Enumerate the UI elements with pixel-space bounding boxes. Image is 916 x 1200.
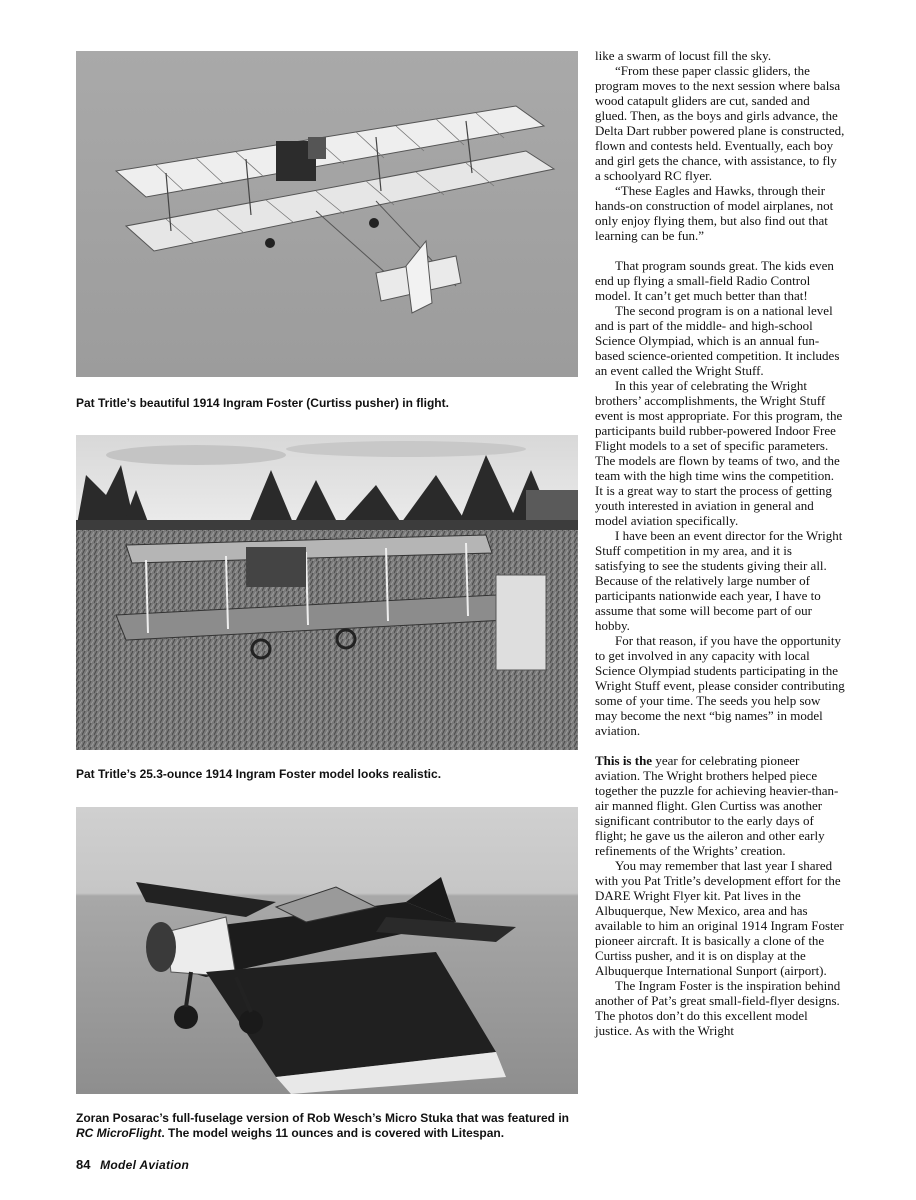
photo-biplane-on-grass <box>76 435 578 750</box>
photo-3-caption-magazine: RC MicroFlight <box>76 1126 162 1140</box>
article-paragraph: The second program is on a national level and is part of the middle- and high-school Science Olympiad, which is an annual fun-based science-oriented competition. It includes an event called the Wright Stuff. <box>595 303 840 378</box>
photo-3-caption-part-a: Zoran Posarac’s full-fuselage version of Rob Wesch’s Micro Stuka that was featured in <box>76 1111 570 1125</box>
article-paragraph: You may remember that last year I shared with you Pat Tritle’s development effort for the DARE Wright Flyer kit. Pat lives in the Albuquerque, New Mexico, area and has available to him an original 1914 Ingram Foster pioneer aircraft. It is basically a clone of the Curtiss pusher, and it is on display at the Albuquerque International Sunport (airport). <box>595 858 844 978</box>
article-paragraph: “These Eagles and Hawks, through their hands-on construction of model airplanes, not only enjoy flying them, but also find out that learning can be fun.” <box>595 183 834 243</box>
article-paragraph: In this year of celebrating the Wright brothers’ accomplishments, the Wright Stuff event is most appropriate. For this program, the participants build rubber-powered Indoor Free Flight models to a set of specific parameters. The models are flown by teams of two, and the team with the high time wins the competition. It is a great way to start the process of getting youth interested in aviation in general and model aviation specifically. <box>595 378 843 528</box>
photo-biplane-in-flight <box>76 51 578 377</box>
article-paragraph: “From these paper classic gliders, the program moves to the next session where balsa wood catapult gliders are cut, sanded and glued. Then, as the boys and girls advance, the Delta Dart rubber powered plane is constructed, flown and contests held. Eventually, each boy and girl gets the chance, with assistance, to fly a schoolyard RC flyer. <box>595 63 845 183</box>
section-lead-text: year for celebrating pioneer aviation. The Wright brothers helped piece together the puzzle for achieving heavier-than-air manned flight. Glen Curtiss was another significant contributor to the early days of flight; he gave us the aileron and other early refinements of the Wrights’ creation. <box>595 753 839 858</box>
section-lead-paragraph <box>595 753 845 858</box>
article-paragraph: like a swarm of locust fill the sky. <box>595 48 772 63</box>
article-paragraph: I have been an event director for the Wright Stuff competition in my area, and it is satisfying to see the students giving their all. Because of the relatively large number of participants nationwide each year, I have to assume that some will become part of our hobby. <box>595 528 843 633</box>
article-paragraph: That program sounds great. The kids even end up flying a small-field Radio Control model. It can’t get much better than that! <box>595 258 834 303</box>
photo-micro-stuka <box>76 807 578 1094</box>
article-paragraph: For that reason, if you have the opportunity to get involved in any capacity with local Science Olympiad students participating in the Wright Stuff event, please consider contributing some of your time. The seeds you help sow may become the next “big names” in model aviation. <box>595 633 845 738</box>
page-number: 84 <box>76 1157 91 1172</box>
photo-3-caption-part-b: . The model weighs 11 ounces and is covered with Litespan. <box>161 1126 505 1140</box>
article-paragraph: The Ingram Foster is the inspiration behind another of Pat’s great small-field-flyer designs. The photos don’t do this excellent model justice. As with the Wright <box>595 978 841 1038</box>
photo-2-caption: Pat Tritle’s 25.3-ounce 1914 Ingram Foster model looks realistic. <box>76 767 442 781</box>
article-column <box>595 48 845 1038</box>
section-lead-in: This is the <box>595 753 653 768</box>
photo-3-caption <box>76 1111 586 1141</box>
photo-1-caption: Pat Tritle’s beautiful 1914 Ingram Foster (Curtiss pusher) in flight. <box>76 396 449 410</box>
page-footer <box>76 1157 189 1172</box>
magazine-name: Model Aviation <box>100 1158 190 1172</box>
